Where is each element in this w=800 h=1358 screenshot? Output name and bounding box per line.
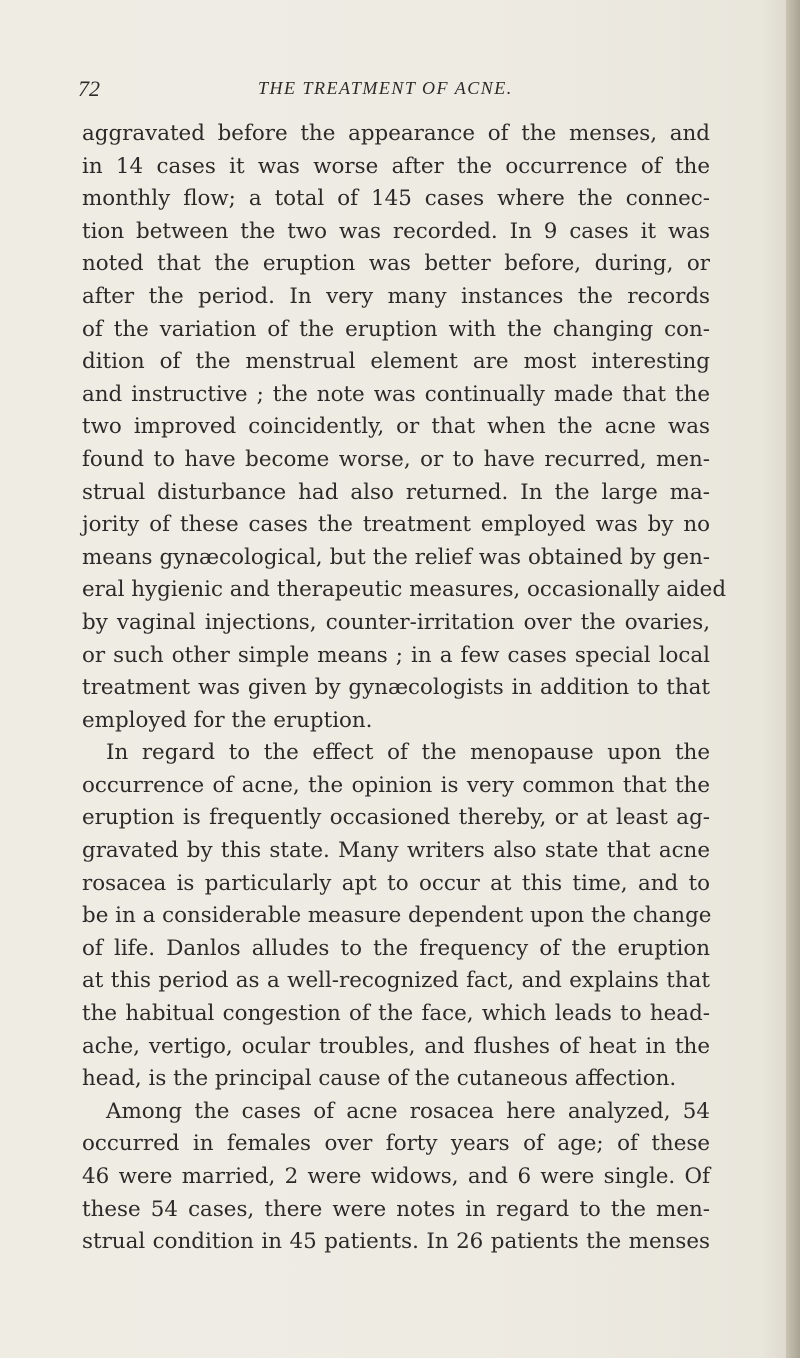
text-line: ache, vertigo, ocular troubles, and flushes of heat in the	[82, 1033, 710, 1059]
text-line: be in a considerable measure dependent upon the change	[82, 903, 712, 929]
text-line: jority of these cases the treatment employed was by no	[82, 512, 710, 538]
text-line: In regard to the effect of the menopause upon the	[106, 740, 710, 766]
text-line: employed for the eruption.	[82, 707, 373, 733]
text-line: treatment was given by gynæcologists in addition to that	[82, 675, 710, 701]
text-line: these 54 cases, there were notes in regard to the men-	[82, 1196, 710, 1222]
text-line: occurred in females over forty years of age; of these	[82, 1131, 710, 1157]
text-line: the habitual congestion of the face, which leads to head-	[82, 1001, 710, 1027]
running-head: THE TREATMENT OF ACNE.	[258, 78, 513, 98]
text-line: or such other simple means ; in a few cases special local	[82, 642, 710, 668]
text-line: Among the cases of acne rosacea here analyzed, 54	[106, 1098, 710, 1124]
text-line: by vaginal injections, counter-irritation over the ovaries,	[82, 609, 710, 635]
text-line: head, is the principal cause of the cutaneous affection.	[82, 1066, 677, 1092]
text-line: 46 were married, 2 were widows, and 6 were single. Of	[82, 1164, 710, 1189]
text-line: in 14 cases it was worse after the occurrence of the	[82, 153, 710, 179]
text-line: occurrence of acne, the opinion is very common that the	[82, 772, 710, 798]
body-text	[82, 118, 727, 1259]
text-line: eral hygienic and therapeutic measures, occasionally aided	[82, 577, 727, 603]
text-line: and instructive ; the note was continually made that the	[82, 381, 710, 407]
page-header	[78, 76, 718, 106]
page-number: 72	[78, 76, 100, 101]
text-line: rosacea is particularly apt to occur at this time, and to	[82, 870, 710, 896]
text-line: strual disturbance had also returned. In the large ma-	[82, 479, 710, 505]
text-line: after the period. In very many instances the records	[82, 283, 710, 309]
text-line: gravated by this state. Many writers also state that acne	[82, 838, 710, 864]
text-line: of the variation of the eruption with the changing con-	[82, 316, 710, 342]
text-line: strual condition in 45 patients. In 26 patients the menses	[82, 1229, 710, 1255]
text-line: monthly flow; a total of 145 cases where the connec-	[82, 186, 710, 212]
text-line: two improved coincidently, or that when the acne was	[82, 414, 710, 440]
page-edge	[786, 0, 800, 1358]
text-line: noted that the eruption was better before, during, or	[82, 251, 710, 277]
text-line: of life. Danlos alludes to the frequency of the eruption	[82, 935, 710, 961]
text-line: found to have become worse, or to have recurred, men-	[82, 446, 710, 472]
text-line: means gynæcological, but the relief was obtained by gen-	[82, 544, 710, 570]
text-line: tion between the two was recorded. In 9 cases it was	[82, 218, 710, 244]
text-line: dition of the menstrual element are most interesting	[82, 349, 710, 375]
text-line: eruption is frequently occasioned thereby, or at least ag-	[82, 805, 710, 831]
text-line: at this period as a well-recognized fact, and explains that	[82, 968, 710, 994]
text-line: aggravated before the appearance of the menses, and	[82, 121, 710, 146]
